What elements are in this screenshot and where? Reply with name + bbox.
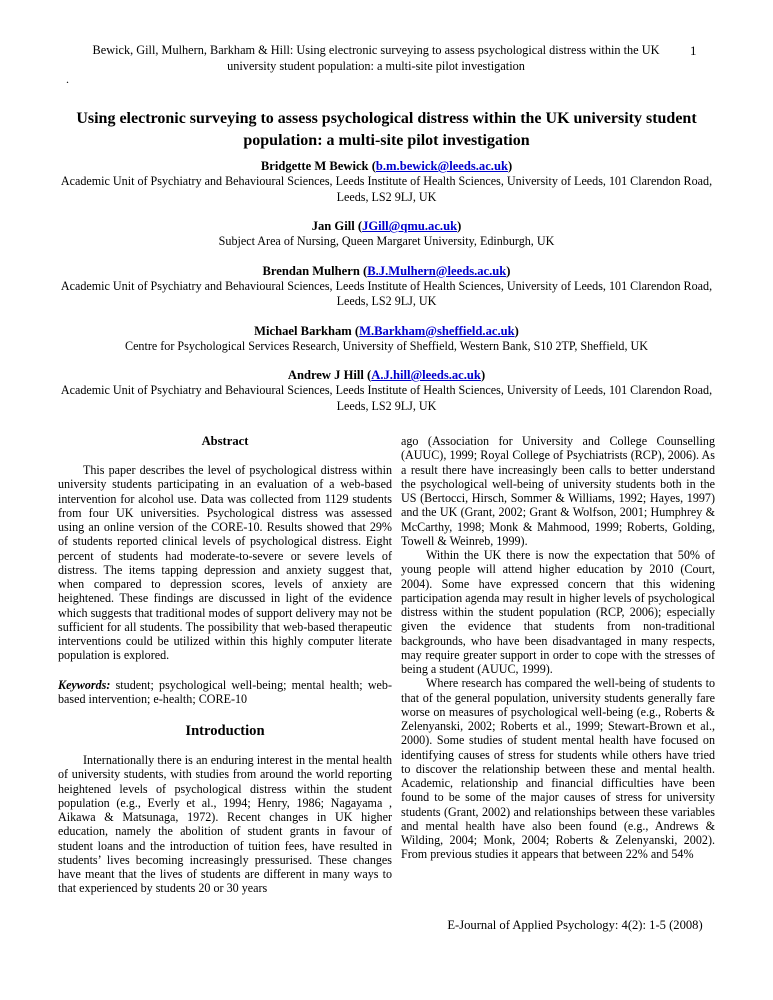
- abstract-heading: Abstract: [201, 434, 249, 448]
- right-column: [401, 434, 715, 896]
- author-email-link[interactable]: B.J.Mulhern@leeds.ac.uk: [367, 263, 507, 278]
- author-block: [48, 264, 725, 310]
- author-name: Brendan Mulhern: [262, 263, 360, 278]
- introduction-heading: Introduction: [185, 723, 265, 739]
- author-name-line: [48, 159, 725, 174]
- page-title: Using electronic surveying to assess psychological distress within the UK university student population: a multi-site pilot investigation: [76, 110, 697, 149]
- author-email-wrap: [372, 159, 512, 173]
- author-name-line: [48, 324, 725, 339]
- author-list: [48, 159, 725, 428]
- author-name: Bridgette M Bewick: [260, 159, 369, 173]
- author-name: Andrew J Hill: [287, 368, 364, 382]
- journal-footer: E-Journal of Applied Psychology: 4(2): 1-5 (2008): [447, 918, 703, 932]
- author-email-wrap: [358, 219, 461, 233]
- stray-period-mark: .: [66, 72, 69, 86]
- author-email-link[interactable]: JGill@qmu.ac.uk: [362, 219, 458, 233]
- keywords-line: [58, 678, 392, 707]
- author-block: [48, 219, 725, 250]
- body-paragraph: Within the UK there is now the expectation that 50% of young people will attend higher education by 2010 (Court, 2004). Some have expressed concern that this widening participation agenda may result in higher levels of psychological distress within the student population (RCP, 2006); especially given the evidence that students from non-traditional backgrounds, who have been disadvantaged in many respects, may require greater support in order to cope with the stresses of being a student (AUUC, 1999).: [401, 548, 715, 676]
- author-name-line: [48, 368, 725, 383]
- author-email-wrap: [355, 324, 519, 338]
- author-name-line: [48, 219, 725, 234]
- body-paragraph: Where research has compared the well-being of students to that of the general population, university students generally fare worse on measures of psychological well-being (e.g., Roberts & Zelenyanski, 2002; Roberts et al., 1999; Stewart-Brown et al., 2000). Some studies of student mental health have focused on identifying causes of stress for students while others have tried to discover the relationship between these and mental health. Academic, relationship and financial difficulties have been found to be some of the major causes of stress for university students (Grant, 2002) and relationships between these variables and mental health have also been found (e.g., Andrews & Wilding, 2004; Monk, 2004; Roberts & Zelenyanski, 2002). From previous studies it appears that between 22% and 54%: [401, 676, 715, 862]
- author-affiliation: Academic Unit of Psychiatry and Behavioural Sciences, Leeds Institute of Health Sciences, University of Leeds, 101 Clarendon Road, Leeds, LS2 9LJ, UK: [60, 383, 713, 413]
- author-affiliation: Centre for Psychological Services Research, University of Sheffield, Western Bank, S10 2TP, Sheffield, UK: [125, 338, 648, 353]
- author-block: [48, 324, 725, 355]
- author-email-link[interactable]: M.Barkham@sheffield.ac.uk: [359, 323, 515, 338]
- author-affiliation: Academic Unit of Psychiatry and Behavioural Sciences, Leeds Institute of Health Sciences, University of Leeds, 101 Clarendon Road, Leeds, LS2 9LJ, UK: [60, 174, 713, 204]
- running-title: Bewick, Gill, Mulhern, Barkham & Hill: Using electronic surveying to assess psychological distress within the UK university student population: a multi-site pilot investigation: [92, 43, 660, 73]
- body-paragraph: ago (Association for University and College Counselling (AUUC), 1999; Royal College of Psychiatrists (RCP), 2006). As a result there have increasingly been calls to better understand the psychological well-being of university students both in the US (Bertocci, Hirsch, Sommer & Williams, 1992; Hayes, 1997) and the UK (Grant, 2002; Grant & Wolfson, 2001; Humphrey & McCarthy, 1998; Monk & Mahmood, 1999; Roberts, Golding, Towell & Weinreb, 1999).: [401, 434, 715, 548]
- author-email-link[interactable]: A.J.hill@leeds.ac.uk: [371, 368, 481, 382]
- keywords-text: student; psychological well-being; mental health; web-based intervention; e-health; CORE-10: [58, 677, 392, 706]
- page-number: 1: [690, 43, 697, 58]
- two-column-body: [58, 434, 715, 896]
- introduction-paragraph: Internationally there is an enduring interest in the mental health of university students, with studies from around the world reporting heightened levels of psychological distress within the student population (e.g., Everly et al., 1994; Henry, 1986; Nagayama , Aikawa & Matsunaga, 1972). Recent changes in UK higher education, namely the abolition of student grants in favour of student loans and the introduction of tuition fees, have resulted in students’ lives becoming increasingly pressurised. These changes have meant that the lives of students are different in many ways to that experienced by students 20 or 30 years: [58, 753, 392, 896]
- author-email-wrap: [363, 264, 510, 278]
- author-affiliation: Academic Unit of Psychiatry and Behavioural Sciences, Leeds Institute of Health Sciences, University of Leeds, 101 Clarendon Road, Leeds, LS2 9LJ, UK: [60, 278, 713, 308]
- author-name: Michael Barkham: [254, 323, 352, 338]
- abstract-paragraph: This paper describes the level of psychological distress within university students participating in an evaluation of a web-based intervention for alcohol use. Data was collected from 1129 students from four UK universities. Psychological distress was assessed using an online version of the CORE-10. Results showed that 29% of students reported clinical levels of psychological distress. Eight percent of students had moderate-to-severe or severe levels of distress. The items tapping depression and anxiety suggest that, when compared to depression scores, levels of anxiety are heightened. These findings are discussed in light of the evidence which suggests that traditional modes of support delivery may not be sufficient for all students. The possibility that web-based therapeutic interventions could be utilized within this highly computer literate population is explored.: [58, 463, 392, 663]
- author-block: [48, 159, 725, 205]
- author-name-line: [48, 264, 725, 279]
- keywords-label: Keywords:: [58, 677, 111, 692]
- author-email-wrap: [367, 368, 485, 382]
- author-block: [48, 368, 725, 414]
- author-email-link[interactable]: b.m.bewick@leeds.ac.uk: [375, 159, 508, 173]
- left-column: [58, 434, 392, 896]
- author-name: Jan Gill: [311, 219, 355, 233]
- author-affiliation: Subject Area of Nursing, Queen Margaret University, Edinburgh, UK: [218, 234, 555, 248]
